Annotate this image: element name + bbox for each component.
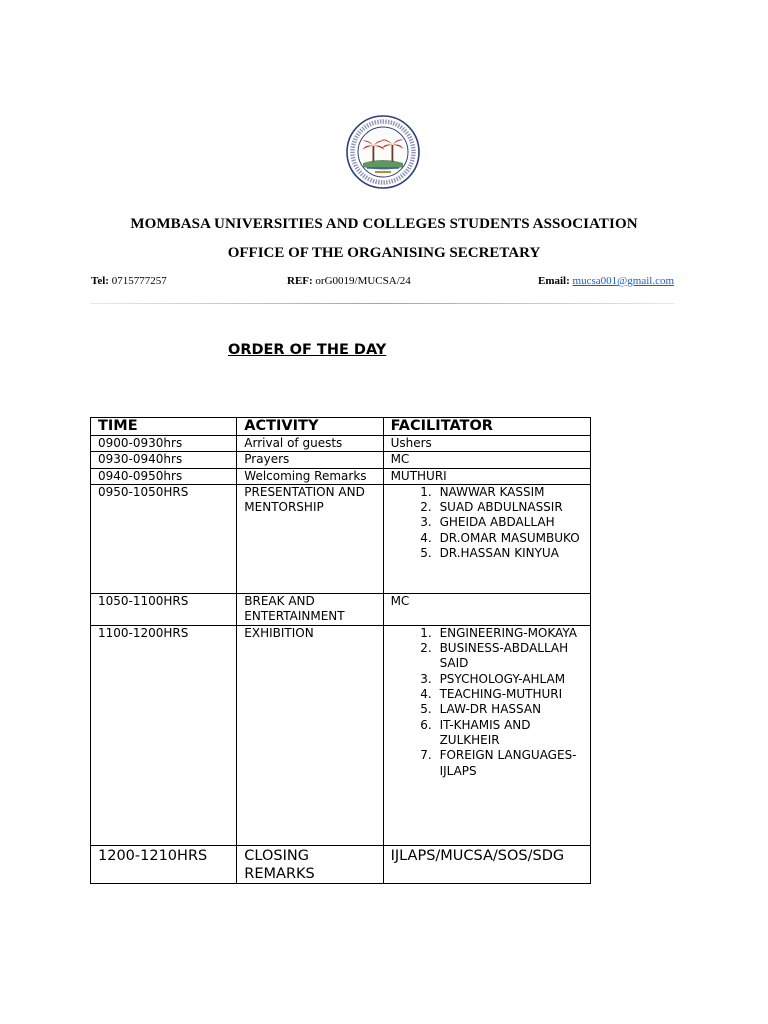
contact-reference: [287, 275, 411, 287]
document-heading: ORDER OF THE DAY: [228, 342, 387, 358]
time-cell: 1050-1100HRS: [91, 593, 237, 625]
time-cell: 1200-1210HRS: [91, 845, 237, 883]
organization-name: MOMBASA UNIVERSITIES AND COLLEGES STUDENTS ASSOCIATION: [130, 216, 638, 232]
university-seal-icon: [345, 114, 421, 190]
list-item: 4. TEACHING-MUTHURI: [436, 687, 586, 702]
contact-email: [538, 275, 674, 287]
list-item: 5. LAW-DR HASSAN: [436, 702, 586, 717]
facilitator-cell: [383, 484, 590, 593]
table-row: [91, 845, 591, 883]
time-cell: 0900-0930hrs: [91, 436, 237, 452]
list-item: 1. NAWWAR KASSIM: [436, 485, 586, 500]
list-item: 3. PSYCHOLOGY-AHLAM: [436, 672, 586, 687]
list-item: 2. SUAD ABDULNASSIR: [436, 500, 586, 515]
time-cell: 0940-0950hrs: [91, 468, 237, 484]
table-row: [91, 436, 591, 452]
ref-value: orG0019/MUCSA/24: [315, 275, 411, 287]
facilitator-cell: MC: [383, 593, 590, 625]
facilitator-cell: [383, 625, 590, 845]
activity-cell: EXHIBITION: [237, 625, 383, 845]
facilitator-list: [391, 626, 590, 779]
list-item: 3. GHEIDA ABDALLAH: [436, 515, 586, 530]
facilitator-cell: MUTHURI: [383, 468, 590, 484]
email-link[interactable]: mucsa001@gmail.com: [572, 275, 675, 287]
tel-label: Tel:: [91, 275, 109, 287]
activity-cell: BREAK AND ENTERTAINMENT: [237, 593, 383, 625]
activity-cell: PRESENTATION AND MENTORSHIP: [237, 484, 383, 593]
ref-label: REF:: [287, 275, 313, 287]
office-title: OFFICE OF THE ORGANISING SECRETARY: [227, 245, 541, 261]
table-row: [91, 468, 591, 484]
list-item: 7. FOREIGN LANGUAGES-IJLAPS: [436, 748, 586, 779]
activity-cell: Arrival of guests: [237, 436, 383, 452]
column-header-time: TIME: [91, 418, 237, 436]
column-header-activity: ACTIVITY: [237, 418, 383, 436]
list-item: 2. BUSINESS-ABDALLAH SAID: [436, 641, 586, 672]
table-header-row: [91, 418, 591, 436]
tel-value: 0715777257: [111, 275, 167, 287]
time-cell: 0950-1050HRS: [91, 484, 237, 593]
table-row: [91, 593, 591, 625]
table-row: [91, 452, 591, 468]
column-header-facilitator: FACILITATOR: [383, 418, 590, 436]
facilitator-cell: Ushers: [383, 436, 590, 452]
time-cell: 0930-0940hrs: [91, 452, 237, 468]
activity-cell: Welcoming Remarks: [237, 468, 383, 484]
list-item: 4. DR.OMAR MASUMBUKO: [436, 531, 586, 546]
order-of-day-table: [90, 417, 591, 884]
facilitator-cell: IJLAPS/MUCSA/SOS/SDG: [383, 845, 590, 883]
time-cell: 1100-1200HRS: [91, 625, 237, 845]
contact-telephone: [91, 275, 167, 287]
facilitator-list: [391, 485, 590, 561]
table-row: [91, 484, 591, 593]
table-row: [91, 625, 591, 845]
list-item: 1. ENGINEERING-MOKAYA: [436, 626, 586, 641]
header-divider: [90, 303, 675, 304]
list-item: 6. IT-KHAMIS AND ZULKHEIR: [436, 718, 586, 749]
email-label: Email:: [538, 275, 570, 287]
facilitator-cell: MC: [383, 452, 590, 468]
list-item: 5. DR.HASSAN KINYUA: [436, 546, 586, 561]
activity-cell: CLOSING REMARKS: [237, 845, 383, 883]
activity-cell: Prayers: [237, 452, 383, 468]
